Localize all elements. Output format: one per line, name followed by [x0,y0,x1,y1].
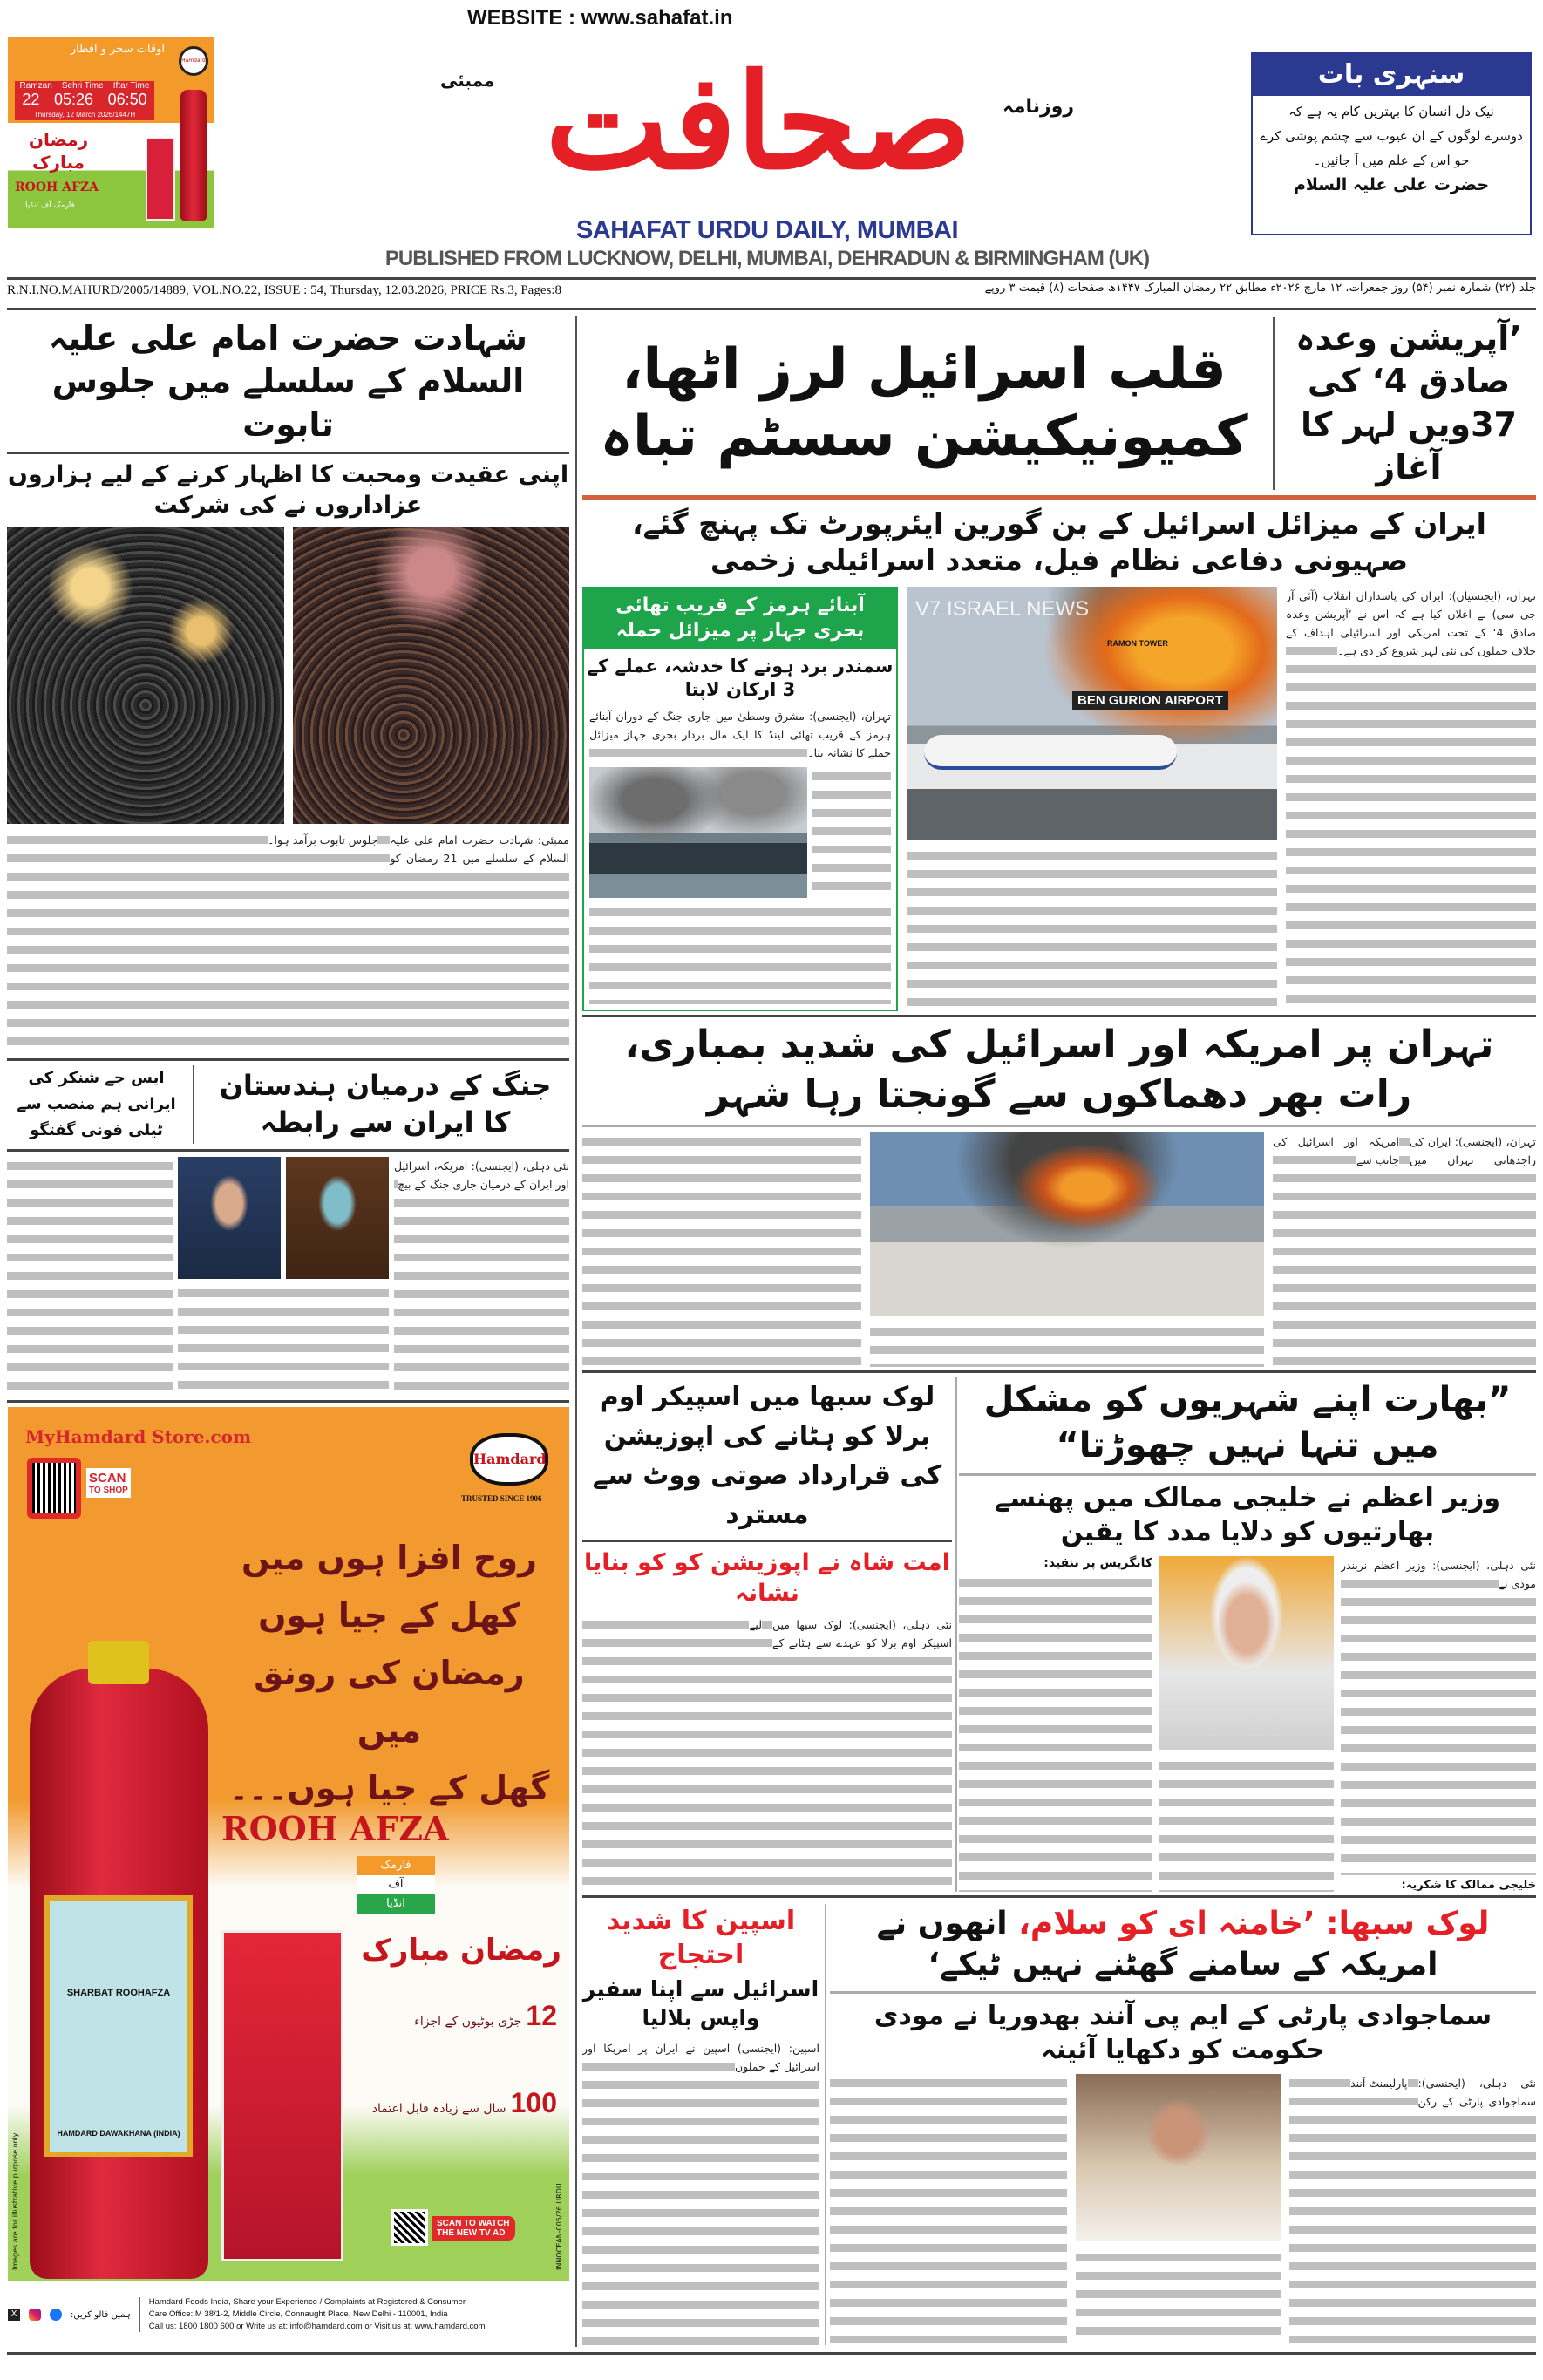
published-from: PUBLISHED FROM LUCKNOW, DELHI, MUMBAI, DEHRADUN & BIRMINGHAM (UK) [384,247,1150,270]
tagline: فارمک آف انڈیا [25,201,75,210]
ad-title: اوقات سحر و افطار [70,43,165,56]
rooh-afza-ad [8,1407,569,2281]
divider [7,277,1536,280]
modi-footer-label: خلیجی ممالک کا شکریہ: [1401,1879,1536,1892]
divider [582,1540,952,1542]
quote-title: سنہری بات [1253,54,1530,96]
divider [955,1377,957,1892]
quote-box [1251,52,1532,235]
accent-bar [582,495,1536,500]
anand-bhadauria-photo [1076,2074,1281,2241]
divider [582,1015,1536,1017]
lead-story [582,317,1536,1011]
spain-story [582,1904,819,2345]
speaker-article: نئی دہلی، (ایجنسی): لوک سبھا میں اسپیکر اوم برلا کو عہدے سے ہٹانے کے لیے [582,1615,952,1892]
spain-headline: اسپین کا شدید احتجاج [606,1906,796,1970]
khamenei-story [830,1904,1536,2345]
fact-years: 100 سال سے زیادہ قابل اعتماد [371,2087,557,2118]
bottle-cap [88,1641,149,1684]
english-name: SAHAFAT URDU DAILY, MUMBAI [575,216,959,244]
tehran-article [582,1132,861,1367]
qr-code[interactable] [27,1458,81,1519]
modi-photo [1159,1556,1334,1750]
brand: ROOH AFZA [15,180,99,194]
lead-article: تہران، (ایجنسیاں): ایران کی پاسداران انقلاب (آئی آر جی سی) نے اعلان کیا ہے کہ اس نے ’آپریشن وعدہ صادق 4‘ کے تحت امریکی اور اسرائیلی اہداف کے خلاف حملوں کی نئی لہر شروع کر دی ہے۔ [1286,587,1536,1011]
divider [7,308,1536,310]
modi-article [1159,1757,1334,1892]
store-logo: MyHamdard Store.com [25,1426,252,1447]
meta-urdu: جلد (۲۲) شمارہ نمبر (۵۴) روز جمعرات، ۱۲ مارچ ۲۰۲۶ء مطابق ۲۲ رمضان المبارک ۱۴۴۷ھ صفحات (۸) قیمت ۳ روپے [984,282,1536,295]
jaishankar-photo [286,1157,389,1279]
khamenei-article [1076,2248,1281,2345]
scan-to-watch[interactable]: SCAN TO WATCH THE NEW TV AD [432,2216,515,2241]
procession-photo [7,527,284,824]
ship-photo [589,767,807,898]
procession-article: ممبئی: شہادت حضرت امام علی علیہ السلام کے سلسلے میں 21 رمضان کو جلوس تابوت برآمد ہوا۔ [7,831,569,1053]
ad-footer [8,2284,569,2345]
footer-line: Care Office: M 38/1-2, Middle Circle, Connaught Place, New Delhi - 110001, India [148,2309,448,2319]
headline-red-part: لوک سبھا: ’خامنہ ای کو سلام، [1018,1906,1490,1941]
hormuz-box [582,587,898,1011]
hormuz-article: تہران، (ایجنسی): مشرق وسطیٰ میں جاری جنگ کے دوران آبنائے ہرمز کے قریب تھائی لینڈ کا ایک مال بردار بحری جہاز میزائل حملے کا نشانہ بنا۔ [589,707,891,762]
headline-black-part: انھوں نے امریکہ کے سامنے گھٹنے نہیں ٹیکے‘ [876,1906,1438,1982]
divider [7,1058,569,1061]
procession-headline: شہادت حضرت امام علی علیہ السلام کے سلسلے میں جلوس تابوت [49,319,527,444]
scan-to-shop[interactable]: SCAN TO SHOP [86,1468,131,1498]
tehran-photo [870,1132,1264,1316]
hormuz-subhead: سمندر برد ہونے کا خدشہ، عملے کے 3 ارکان لاپتا [587,655,894,700]
divider [7,452,569,454]
ben-gurion-photo [907,587,1277,840]
jaishankar-story [7,1065,569,1395]
tower-sign: RAMON TOWER [1107,639,1168,649]
jaishankar-article: نئی دہلی، (ایجنسی): امریکہ، اسرائیل اور ایران کے درمیان جاری جنگ کے بیچ [394,1157,569,1395]
procession-subhead: اپنی عقیدت ومحبت کا اظہار کرنے کے لیے ہزاروں عزاداروں نے کی شرکت [7,461,569,520]
spain-subhead: اسرائیل سے اپنا سفیر واپس بلالیا [582,1976,819,2030]
airplane [924,735,1177,770]
disclaimer: Images are for illustrative purpose only [11,2132,19,2270]
website-url: WEBSITE : www.sahafat.in [467,6,733,30]
glass-image [146,138,175,221]
glass-image [221,1930,343,2261]
roznama-label: روزنامہ [1003,96,1075,118]
facebook-icon[interactable] [50,2309,62,2321]
hormuz-headline: آبنائے ہرمز کے قریب تھائی بحری جہاز پر میزائل حملہ [584,588,896,649]
ad-tagline: فارمک آف انڈیا [357,1856,435,1914]
ad-code: INNOCEAN-005/26 URDU [555,2183,563,2270]
hamdard-badge: Hamdard [179,46,208,76]
modi-story [959,1377,1536,1892]
modi-article: نئی دہلی، (ایجنسی): وزیر اعظم نریندر مودی نے [1341,1556,1536,1875]
column-divider [575,316,577,2347]
hamdard-logo: Hamdard [470,1433,548,1486]
hormuz-article [589,903,891,1004]
tehran-story [582,1020,1536,1367]
follow-label: ہمیں فالو کریں: [71,2309,131,2320]
photo-watermark: V7 ISRAEL NEWS [915,597,1090,622]
footer-line: Hamdard Foods India, Share your Experience / Complaints at Registered & Consumer [148,2297,466,2307]
jaishankar-article [178,1284,389,1395]
lead-headline: قلب اسرائیل لرز اٹھا، کمیونیکیشن سسٹم تباہ [600,337,1248,469]
instagram-icon[interactable] [29,2309,41,2321]
modi-article [959,1574,1152,1892]
khamenei-article [830,2074,1067,2345]
divider [582,1895,1536,1898]
jaishankar-article [7,1157,173,1395]
sehri-iftar-ad [8,37,214,228]
divider [825,1904,826,2345]
lead-subhead: ایران کے میزائل اسرائیل کے بن گورین ایئرپورٹ تک پہنچ گئے، صہیونی دفاعی نظام فیل، متعدد اسرائیلی زخمی [632,506,1486,578]
procession-photo [293,527,569,824]
khamenei-headline [830,1904,1536,1986]
speaker-story [582,1377,952,1892]
tehran-article: تہران، (ایجنسی): ایران کی راجدھانی تہران میں امریکہ اور اسرائیل کی جانب سے [1273,1132,1536,1367]
tehran-headline: تہران پر امریکہ اور اسرائیل کی شدید بمباری، رات بھر دھماکوں سے گونجتا رہا شہر [624,1023,1494,1118]
divider [830,1991,1536,1994]
quote-line: نیک دل انسان کا بہترین کام یہ ہے کہ [1288,104,1494,119]
quote-line: دوسرے لوگوں کے ان عیوب سے چشم پوشی کرے [1260,128,1523,144]
quote-line: جو اس کے علم میں آ جائیں۔ [1313,153,1470,168]
speaker-subhead: امت شاہ نے اپوزیشن کو کو بنایا نشانہ [583,1549,951,1608]
ad-slogan: روح افزا ہوں میں کھل کے جیا ہوں رمضان کی رونق میں گھل کے جیا ہوں۔۔۔ [228,1539,550,1807]
footer-line: Call us: 1800 1800 600 or Write us at: info@hamdard.com or Visit us at: www.hamdard.com [148,2322,486,2331]
divider [959,1473,1536,1476]
modi-side-label: کانگریس پر تنقید: [1043,1556,1152,1570]
bottle-label: SHARBAT ROOHAFZA HAMDARD DAWAKHANA (INDIA) [44,1895,193,2157]
modi-subhead: وزیر اعظم نے خلیجی ممالک میں پھنسے بھارتیوں کو دلایا مدد کا یقین [994,1483,1501,1547]
hormuz-article [812,767,891,898]
divider [7,1400,569,1403]
bottle-image [180,90,207,221]
procession-story [7,317,569,1053]
divider [193,1065,194,1144]
tehran-article [870,1323,1264,1367]
quote-attribution: حضرت علی علیہ السلام [1293,175,1490,194]
divider [582,1125,1536,1127]
x-icon[interactable]: X [8,2309,20,2321]
ramadan-greeting: رمضان مبارک [361,1933,561,1968]
trusted-since: TRUSTED SINCE 1906 [461,1494,542,1503]
greeting: رمضان مبارک [28,129,89,173]
modi-headline: ”بھارت اپنے شہریوں کو مشکل میں تنہا نہیں چھوڑتا“ [983,1380,1512,1465]
divider [7,2352,1536,2355]
khamenei-subhead: سماجوادی پارٹی کے ایم پی آنند بھدوریا نے مودی حکومت کو دکھایا آئینہ [873,2000,1492,2065]
khamenei-article: نئی دہلی، (ایجنسی): سماجوادی پارٹی کے رکن پارلیمنٹ آنند [1289,2074,1536,2345]
rooh-afza-brand: ROOH AFZA [221,1809,449,1848]
airport-sign: BEN GURION AIRPORT [1072,691,1228,710]
speaker-headline: لوک سبھا میں اسپیکر اوم برلا کو ہٹانے کی اپوزیشن کی قرارداد صوتی ووٹ سے مسترد [592,1382,942,1530]
fact-herbs: 12 جڑی بوٹیوں کے اجزاء [414,2000,557,2031]
jaishankar-subhead: ایس جے شنکر کی ایرانی ہم منصب سے ٹیلی فونی گفتگو [17,1069,176,1139]
newspaper-logo: صحافت [545,45,972,199]
araghchi-photo [178,1157,281,1279]
divider [582,1370,1536,1373]
lead-article [907,847,1277,1011]
tv-ad-qr[interactable] [391,2209,428,2246]
divider [1273,317,1275,490]
timing-table: Ramzan Sehri Time Iftar Time 22 05:26 06:50 Thursday, 12 March 2026/1447H [15,81,154,120]
jaishankar-headline: جنگ کے درمیان ہندستان کا ایران سے رابطہ [219,1069,552,1139]
spain-article: اسپین: (ایجنسی) اسپین نے ایران پر امریکا اور اسرائیل کے حملوں [582,2039,819,2345]
meta-english: R.N.I.NO.MAHURD/2005/14889, VOL.NO.22, ISSUE : 54, Thursday, 12.03.2026, PRICE Rs.3, Pages:8 [7,283,561,297]
city-label: ممبئی [440,70,495,91]
lead-kicker: ’آپریشن وعدہ صادق 4‘ کی 37ویں لہر کا آغاز [1295,319,1522,487]
divider [7,1149,569,1152]
